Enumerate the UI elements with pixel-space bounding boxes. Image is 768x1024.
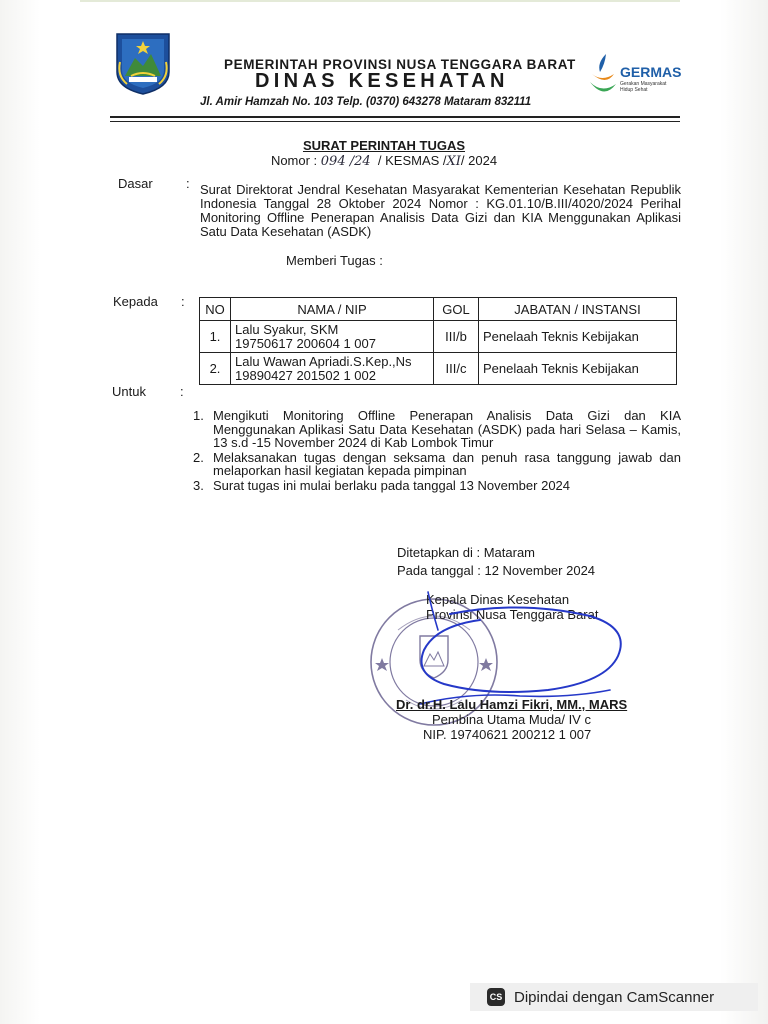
pada-tanggal: Pada tanggal : 12 November 2024 [397, 563, 596, 578]
germas-tagline-line2: Hidup Sehat [620, 87, 648, 93]
header-rule-thick [110, 116, 680, 118]
dasar-label: Dasar [118, 176, 153, 191]
letter-number [0, 153, 768, 169]
list-item [193, 409, 681, 450]
row-jabatan: Penelaah Teknis Kebijakan [479, 321, 677, 353]
germas-logo-icon [586, 52, 620, 102]
row-no: 2. [200, 353, 231, 385]
row-gol: III/b [434, 321, 479, 353]
untuk-colon: : [180, 384, 184, 399]
signatory-name: Dr. dr.H. Lalu Hamzi Fikri, MM., MARS [396, 697, 628, 712]
page-top-edge [80, 0, 680, 2]
camscanner-text: Dipindai dengan CamScanner [514, 988, 715, 1006]
signatory-nip: NIP. 19740621 200212 1 007 [423, 727, 592, 742]
list-item-text: Mengikuti Monitoring Offline Penerapan Analisis Data Gizi dan KIA Menggunakan Aplikasi Satu Data Kesehatan (ASDK) pada hari Selasa – Kamis, 13 s.d -15 November 2024 di Kab Lombok Timur [213, 408, 681, 450]
list-item [193, 451, 681, 478]
signatory-position-2: Provinsi Nusa Tenggara Barat [426, 607, 599, 622]
row-nama: Lalu Wawan Apriadi.S.Kep.,Ns [235, 353, 412, 369]
untuk-label: Untuk [112, 384, 146, 399]
row-nama-nip [231, 321, 434, 353]
header-address: Jl. Amir Hamzah No. 103 Telp. (0370) 643278 Mataram 832111 [200, 96, 532, 108]
letter-title: SURAT PERINTAH TUGAS [302, 138, 466, 153]
camscanner-watermark [470, 983, 758, 1011]
memberi-tugas: Memberi Tugas : [286, 253, 383, 268]
signatory-rank: Pembina Utama Muda/ IV c [432, 712, 591, 727]
province-emblem-icon [113, 32, 173, 96]
letter-number-label: Nomor : [270, 153, 321, 168]
letter-number-month-handwritten: XI [446, 154, 461, 169]
row-jabatan: Penelaah Teknis Kebijakan [479, 353, 677, 385]
list-item [193, 479, 681, 493]
dasar-colon: : [186, 176, 190, 191]
list-item-number: 3. [193, 477, 204, 493]
table-row [200, 353, 677, 385]
kepada-colon: : [181, 294, 185, 309]
col-jabatan-header: JABATAN / INSTANSI [479, 298, 677, 321]
ditetapkan-di: Ditetapkan di : Mataram [397, 545, 536, 560]
col-nama-header: NAMA / NIP [231, 298, 434, 321]
list-item-text: Melaksanakan tugas dengan seksama dan penuh rasa tanggung jawab dan melaporkan hasil kegiatan kepada pimpinan [213, 449, 681, 478]
letter-number-year: / 2024 [460, 153, 498, 168]
signatory-position-1: Kepala Dinas Kesehatan [426, 592, 570, 607]
letter-number-handwritten: 094 /24 [320, 154, 371, 169]
table-row [200, 321, 677, 353]
header-rule-thin [110, 121, 680, 122]
task-list [193, 409, 681, 493]
germas-tagline-line1: Gerakan Masyarakat [620, 81, 667, 87]
germas-title: GERMAS [620, 64, 682, 80]
list-item-number: 1. [193, 408, 204, 423]
camscanner-logo-icon: CS [487, 988, 505, 1006]
row-nip: 19750617 200604 1 007 [235, 335, 376, 351]
list-item-number: 2. [193, 449, 204, 465]
kepada-label: Kepada [113, 294, 158, 309]
header-agency: DINAS KESEHATAN [255, 70, 509, 92]
germas-tagline [620, 81, 666, 93]
row-nama-nip [231, 353, 434, 385]
col-gol-header: GOL [434, 298, 479, 321]
dasar-text: Surat Direktorat Jendral Kesehatan Masyarakat Kementerian Kesehatan Republik Indonesia Tanggal 28 Oktober 2024 Nomor : KG.01.10/B.III/4020/2024 Perihal Monitoring Offline Penerapan Analisis Data Gizi dan KIA Menggunakan Aplikasi Satu Data Kesehatan (ASDK) [200, 182, 681, 239]
header-government: PEMERINTAH PROVINSI NUSA TENGGARA BARAT [224, 57, 576, 72]
row-no: 1. [200, 321, 231, 353]
letter-number-dept: / KESMAS / [370, 153, 447, 168]
row-nip: 19890427 201502 1 002 [235, 367, 376, 383]
col-no-header: NO [200, 298, 231, 321]
table-header-row [200, 298, 677, 321]
row-nama: Lalu Syakur, SKM [235, 321, 339, 337]
list-item-text: Surat tugas ini mulai berlaku pada tanggal 13 November 2024 [213, 477, 571, 493]
assignee-table [199, 297, 677, 385]
row-gol: III/c [434, 353, 479, 385]
